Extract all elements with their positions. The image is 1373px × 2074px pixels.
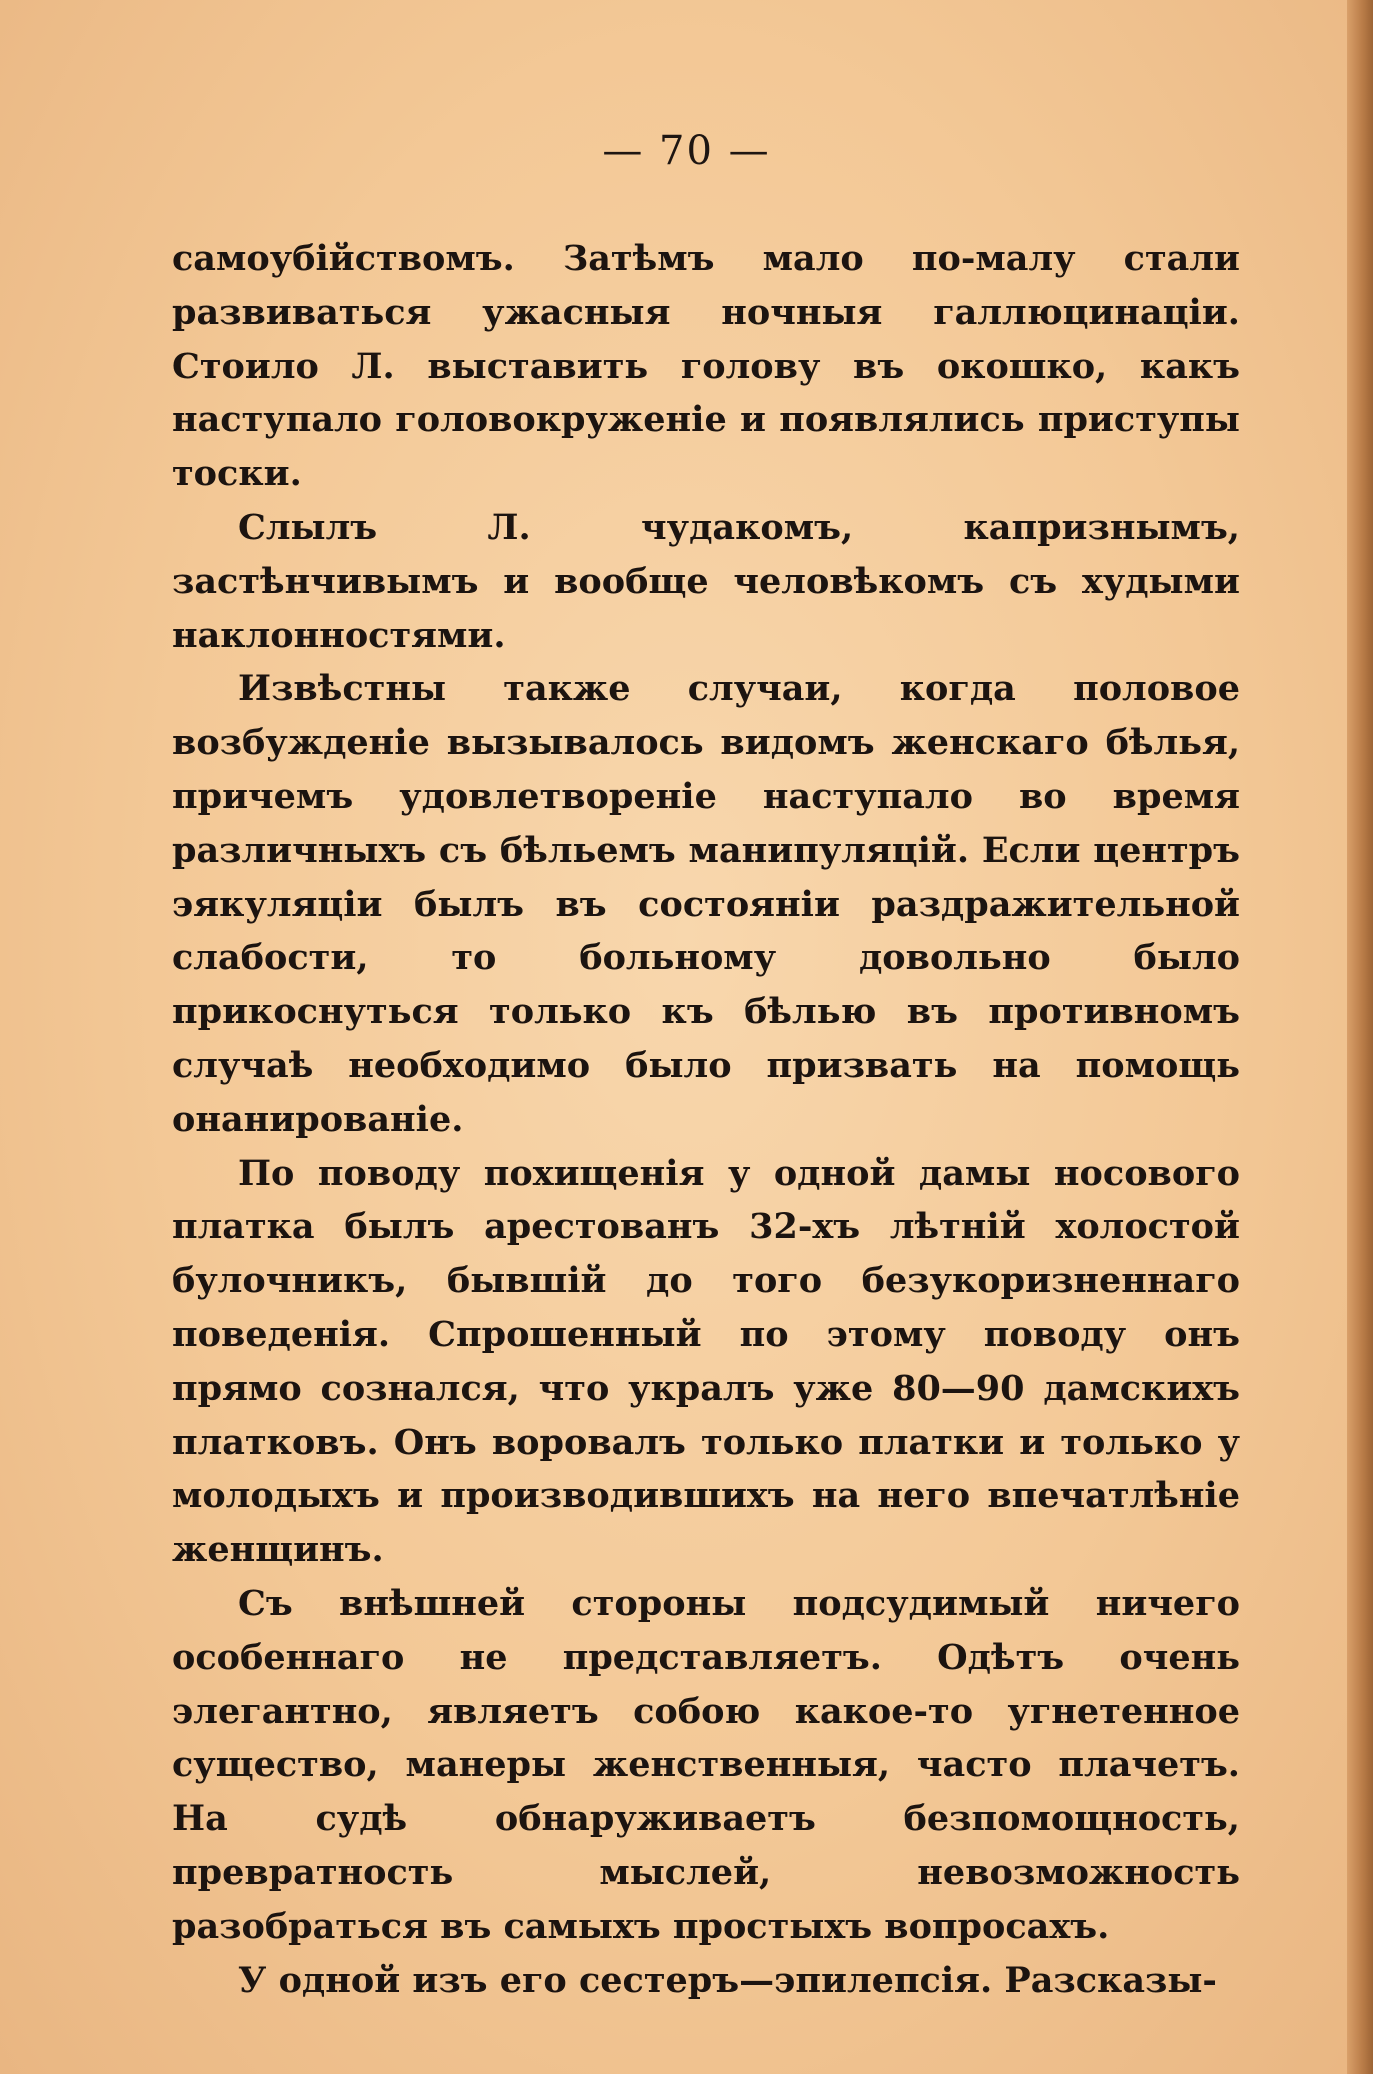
paragraph-1: самоубійствомъ. Затѣмъ мало по-малу стали развиваться ужасныя ночныя галлюцинаціи. Стоило Л. выставить голову въ окошко, какъ наступало головокруженіе и появлялись приступы тоски.: [172, 238, 1240, 495]
paragraph-6: У одной изъ его сестеръ—эпилепсія. Разсказы-: [238, 1959, 1217, 2001]
paragraph-2: Слылъ Л. чудакомъ, капризнымъ, застѣнчивымъ и вообще человѣкомъ съ худыми наклонностями.: [172, 506, 1240, 656]
paragraph-4: По поводу похищенія у одной дамы носового платка былъ арестованъ 32-хъ лѣтній холостой булочникъ, бывшій до того безукоризненнаго поведенія. Спрошенный по этому поводу онъ прямо сознался, что укралъ уже 80—90 дамскихъ платковъ. Онъ воровалъ только платки и только у молодыхъ и производившихъ на него впечатлѣніе женщинъ.: [172, 1152, 1240, 1571]
page-number: — 70 —: [602, 128, 771, 174]
paragraph-3: Извѣстны также случаи, когда половое возбужденіе вызывалось видомъ женскаго бѣлья, причемъ удовлетвореніе наступало во время различныхъ съ бѣльемъ манипуляцій. Если центръ эякуляціи былъ въ состояніи раздражительной слабости, то больному довольно было прикоснуться только къ бѣлью въ противномъ случаѣ необходимо было призвать на помощь онанированіе.: [172, 668, 1240, 1140]
page-edge-shadow: [1347, 0, 1373, 2074]
body-text: [172, 232, 1240, 2007]
paragraph-5: Съ внѣшней стороны подсудимый ничего особеннаго не представляетъ. Одѣтъ очень элегантно, являетъ собою какое-то угнетенное существо, манеры женственныя, часто плачетъ. На судѣ обнаруживаетъ безпомощность, превратность мыслей, невозможность разобраться въ самыхъ простыхъ вопросахъ.: [172, 1582, 1240, 1947]
